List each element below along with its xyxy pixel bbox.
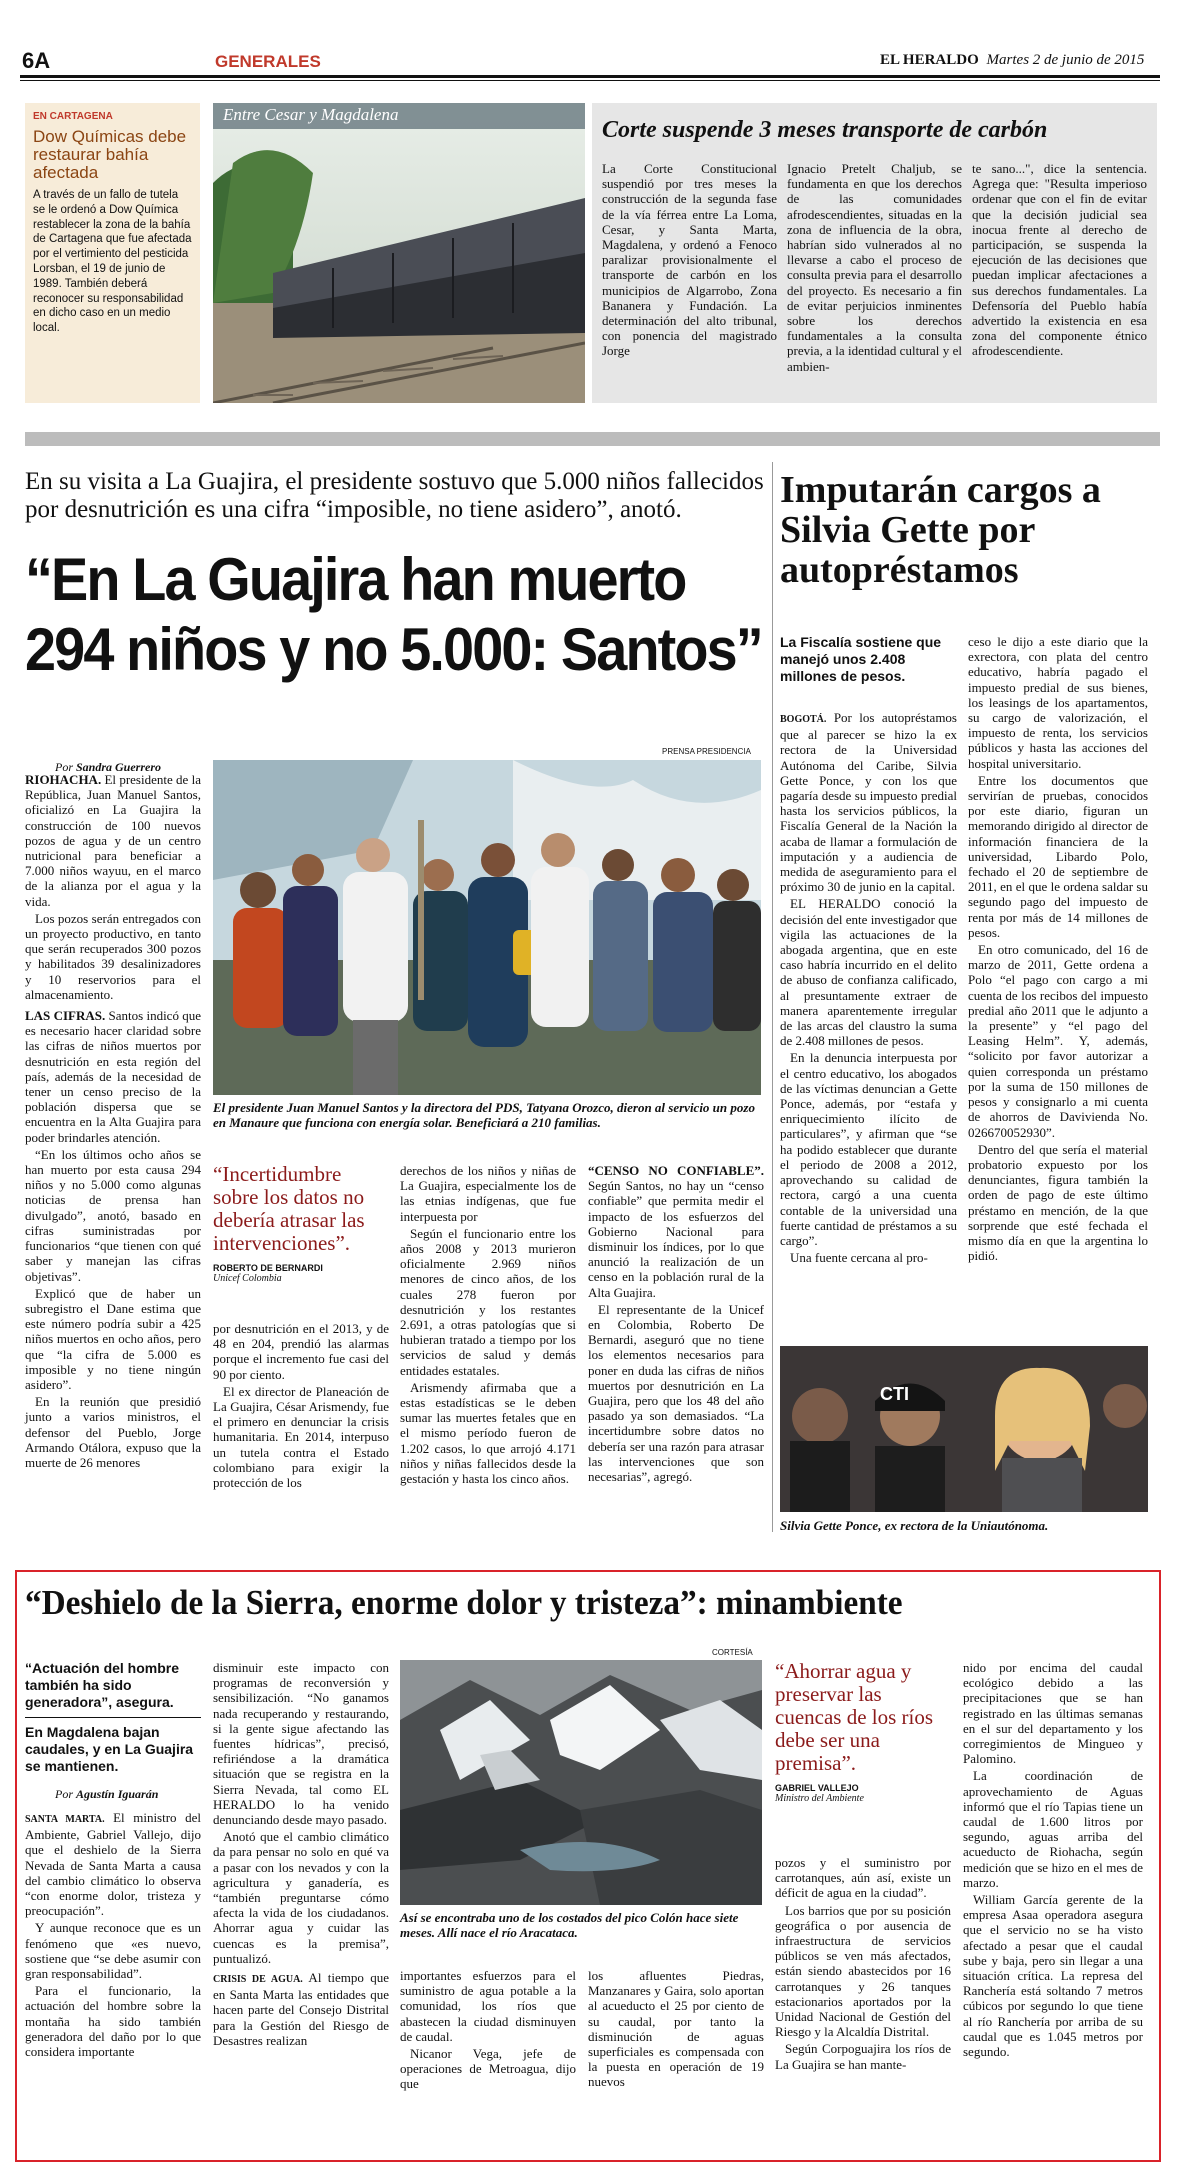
main-byline: Por Sandra Guerrero xyxy=(55,760,162,774)
main-col-2: por desnutrición en el 2013, y de 48 en 204, prendió las alarmas porque el incremento fue casi del 90 por ciento. El ex director de Planeación de La Guajira, César Arismendy, fue el primero en denunciar la crisis humanitaria. En 2014, interpuso un tutela contra el Estado colombiano para exigir la protección de los xyxy=(213,1321,389,1491)
bottom-quote-author: GABRIEL VALLEJO xyxy=(775,1783,859,1793)
bottom-headline: “Deshielo de la Sierra, enorme dolor y tristeza”: minambiente xyxy=(25,1583,903,1622)
bottom-byline-name: Agustín Iguarán xyxy=(76,1787,159,1801)
bottom-photo-credit: CORTESÍA xyxy=(712,1648,753,1657)
main-quote-text: “Incertidumbre sobre los datos no debería atrasar las intervenciones”. xyxy=(213,1162,365,1255)
main-col-4: “CENSO NO CONFIABLE”. Según Santos, no hay un “censo confiable” que permita medir el impacto de los esfuerzos del Gobierno Nacional para disminuir los índices, por lo que anunció la realización de un censo en la población rural de la Alta Guajira. El representante de la Unicef en Colombia, Roberto De Bernardi, aseguró que no tiene los elementos necesarios para poner en duda las cifras de niños muertos por desnutrición en La Guajira, pero que los 48 del año pasado ya son demasiados. “La incertidumbre sobre datos no debería ser una razón para atrasar las intervenciones que son necesarias”, agregó. xyxy=(588,1163,764,1485)
main-photo xyxy=(213,760,761,1095)
divider-bar xyxy=(25,432,1160,446)
brief-body: A través de un fallo de tutela se le ordenó a Dow Química restablecer la zona de la bahía de Cartagena que fue afectada por el vertimiento del pesticida Lorsban, el 19 de junio de 1989. También deberá reconocer su responsabilidad en dicho caso en un medio local. xyxy=(33,189,192,335)
bottom-decks xyxy=(25,1660,201,1802)
main-col-3: derechos de los niños y niñas de La Guajira, especialmente los de las etnias indígenas, que fue interpuesta por Según el funcionario entre los años 2008 y 2013 murieron oficialmente 2.969 niños menores de cinco años, de los cuales 278 fueron por desnutrición y los restantes 2.691, a otras patologías que si hubieran tratado a tiempo por los servicios de salud y demás entidades estatales. Arismendy afirmaba que a estas estadísticas se le deben sumar las muertes fetales que en el mismo período fueron de 1.202 casos, lo que arrojó 4.171 niños y niñas fallecidos desde la gestación y hasta los cinco años. xyxy=(400,1163,576,1487)
main-quote-author: ROBERTO DE BERNARDI xyxy=(213,1263,323,1273)
gette-photo-illustration xyxy=(780,1346,1148,1512)
brief-title: Dow Químicas debe restaurar bahía afectada xyxy=(33,127,187,182)
train-headline: Corte suspende 3 meses transporte de carbón xyxy=(602,117,1048,143)
bottom-byline: Por Agustín Iguarán xyxy=(55,1787,159,1801)
bottom-deck-1: “Actuación del hombre también ha sido generadora”, asegura. xyxy=(25,1660,180,1710)
bottom-col-1: SANTA MARTA. El ministro del Ambiente, Gabriel Vallejo, dijo que el deshielo de la Sierra Nevada de Santa Marta a causa del cambio climático lo observa “con enorme dolor, tristeza y preocupación”. Y aunque reconoce que es un fenómeno que «es nuevo, sostiene que “se debe asumir con gran responsabilidad”. Para el funcionario, la actuación del hombre sobre la montaña ha sido también generadora del daño por lo que considera importante xyxy=(25,1810,201,2060)
bottom-photo xyxy=(400,1660,762,1905)
side-col-2: ceso le dijo a este diario que la exrectora, con plata del centro educativo, habría pagado el impuesto predial de sus bienes, los leasings de los apartamentos, su cargo de valorización, el impuesto de renta, los servicios públicos y hasta las acciones del hospital universitario. Entre los documentos que servirían de pruebas, conocidos por este diario, figuran un memorando dirigido al director de información financiera de la universidad, Libardo Polo, fechado el 20 de septiembre de 2011, en el que le ordena saldar su segundo pago del impuesto de renta por más de 14 millones de pesos. En otro comunicado, del 16 de marzo de 2011, Gette ordena a Polo “el pago con cargo a mi cuenta de los recibos del impuesto predial año 2011 que le adjunto a la presente” y “el pago del Leasing Helm”. Y, además, “solicito por favor autorizar a quien corresponda un préstamo por la suma de 150 millones de pesos y consignarlo a mi cuenta de ahorros de Davivienda No. 026670052930”. Dentro del que sería el material probatorio expuesto por los denunciantes, figura también la orden de pago de este último préstamo en mención, de la que sorprende que esté fechada el mismo día en que la argentina lo pidió. xyxy=(968,634,1148,1264)
ct-badge: CTI xyxy=(880,1384,909,1404)
bottom-deck-rule xyxy=(25,1717,201,1718)
header-right xyxy=(880,52,1144,69)
main-headline-line-1: “En La Guajira han muerto xyxy=(25,546,686,613)
main-photo-credit: PRENSA PRESIDENCIA xyxy=(662,747,751,756)
issue-date: Martes 2 de junio de 2015 xyxy=(986,52,1145,68)
bottom-quote-role: Ministro del Ambiente xyxy=(775,1793,864,1804)
train-photo xyxy=(213,103,585,403)
main-deck: En su visita a La Guajira, el presidente sostuvo que 5.000 niños fallecidos por desnutrición es una cifra “imposible, no tiene asidero”, anotó. xyxy=(25,468,764,523)
santos-photo-illustration xyxy=(213,760,761,1095)
main-byline-name: Sandra Guerrero xyxy=(76,760,162,774)
bottom-col-6: nido por encima del caudal ecológico debido a las precipitaciones que se han registrado en las últimas semanas en el sur del departamento y los corregimientos de Mingueo y Palomino. La coordinación de aprovechamiento de Aguas informó que el río Tapias tiene un caudal de 1.600 litros por segundo, aguas arriba del acueducto de Riohacha, según medición que se hizo en el mes de marzo. William García gerente de la empresa Asaa operadora asegura que el servicio no se ha visto afectado a pesar que el caudal sube y baja, pero sin llegar a una situación crítica. La represa del Ranchería está soltando 7 metros cúbicos por segundo lo que tiene al río Ranchería por arriba de su caudal que es 1.045 metros por segundo. xyxy=(963,1660,1143,2060)
sierra-photo-illustration xyxy=(400,1660,762,1905)
train-article xyxy=(592,103,1157,403)
side-headline: Imputarán cargos a Silvia Gette por autopréstamos xyxy=(780,469,1101,591)
main-headline xyxy=(25,545,762,685)
side-photo-caption: Silvia Gette Ponce, ex rectora de la Uniautónoma. xyxy=(780,1518,1049,1533)
train-col-1: La Corte Constitucional suspendió por tres meses la construcción de la segunda fase de la vía férrea entre La Loma, Cesar, y Santa Marta, Magdalena, y ordenó a Fenoco paralizar provisionalmente el transporte de carbón en los municipios de Algarrobo, Zona Bananera y Fundación. La determinación del alto tribunal, con ponencia del magistrado Jorge xyxy=(602,161,777,359)
header-rule-thin xyxy=(20,80,1160,81)
side-vertical-rule xyxy=(772,462,773,1532)
side-deck: La Fiscalía sostiene que manejó unos 2.408 millones de pesos. xyxy=(780,634,942,684)
main-quote-role: Unicef Colombia xyxy=(213,1273,282,1284)
bottom-quote xyxy=(775,1660,951,1804)
bottom-quote-text: “Ahorrar agua y preservar las cuencas de los ríos debe ser una premisa”. xyxy=(775,1659,934,1775)
brief-kicker: EN CARTAGENA xyxy=(33,111,113,122)
paper-name: EL HERALDO xyxy=(880,52,979,68)
train-illustration xyxy=(213,103,585,403)
bottom-col-5: pozos y el suministro por carrotanques, aún así, existe un déficit de agua en la ciudad”. Los barrios que por su posición geográfica o por ausencia de infraestructura de servicios públicos se ven más afectados, están siendo abastecidos por 16 carrotanques y 26 tanques estacionarios aportados por la Unidad Nacional de Gestión del Riesgo y la Alcaldía Distrital. Según Corpoguajira los ríos de La Guajira se han mante- xyxy=(775,1855,951,2072)
header-rule xyxy=(20,75,1160,78)
page-number: 6A xyxy=(22,48,51,73)
brief-box xyxy=(25,103,200,403)
bottom-col-2: disminuir este impacto con programas de reconversión y sensibilización. “No ganamos nada recuperando y restaurando, si la gente sigue afectando las fuentes hídricas”, precisó, refiriéndose a la dramática situación que se registra en la Sierra Nevada, tal como EL HERALDO lo ha venido denunciando desde mayo pasado. Anotó que el cambio climático da para pensar no solo en qué va a pasar con los nevados y con la agricultura y ganadería, es “también preguntarse cómo afecta la vida de los ciudadanos. Ahorrar agua y cuidar las cuencas es la premisa”, puntualizó. CRISIS DE AGUA. Al tiempo que en Santa Marta las entidades que hacen parte del Consejo Distrital para la Gestión del Riesgo de Desastres realizan xyxy=(213,1660,389,2048)
main-photo-caption: El presidente Juan Manuel Santos y la directora del PDS, Tatyana Orozco, dieron al servicio un pozo en Manaure que funciona con energía solar. Beneficiará a 210 familias. xyxy=(213,1100,755,1130)
bottom-col-4: los afluentes Piedras, Manzanares y Gaira, solo aportan al acueducto el 25 por ciento de su caudal, por tanto la disminución de aguas superficiales es compensada con la puesta en operación de 19 nuevos xyxy=(588,1968,764,2090)
train-col-2: Ignacio Pretelt Chaljub, se fundamenta en que los derechos de las comunidades afrodescendientes, situadas en la zona de influencia de la obra, habrían sido vulnerados al no llevarse a cabo el proceso de consulta previa para el desarrollo del proyecto. Es necesario a fin de evitar perjuicios inminentes sobre los derechos fundamentales a la consulta previa, a la identidad cultural y el ambien- xyxy=(787,161,962,374)
bottom-col-3: importantes esfuerzos para el suministro de agua potable a la comunidad, los ríos que abastecen la ciudad disminuyen de caudal. Nicanor Vega, jefe de operaciones de Metroagua, dijo que xyxy=(400,1968,576,2092)
section-name: GENERALES xyxy=(215,52,321,71)
side-photo xyxy=(780,1346,1148,1512)
main-headline-line-2: 294 niños y no 5.000: Santos” xyxy=(25,616,762,683)
main-quote xyxy=(213,1163,381,1284)
bottom-photo-caption: Así se encontraba uno de los costados del pico Colón hace siete meses. Allí nace el río Aracataca. xyxy=(400,1910,739,1940)
side-col-1: BOGOTÁ. Por los autopréstamos que al parecer se hizo la ex rectora de la Universidad Autónoma del Caribe, Silvia Gette Ponce, y con los que pagaría desde su impuesto predial hasta los servicios públicos, la Fiscalía General de la Nación la acaba de llamar a formulación de imputación y a audiencia de medida de aseguramiento para el próximo 30 de junio en la capital. EL HERALDO conoció la decisión del ente investigador que vigila las actuaciones de la abogada argentina, que en este caso habría incurrido en el delito de abuso de confianza calificado, al presuntamente extraer de manera aparentemente irregular de las arcas del claustro la suma de 2.408 millones de pesos. En la denuncia interpuesta por el centro educativo, los abogados de las víctimas denuncian a Gette Ponce, además, por “estafa y enriquecimiento ilícito de particulares”, y afirman que “se ha podido establecer que durante el periodo de 2008 a 2012, aprovechando su calidad de rectora, cargó a una cuenta contable de la universidad una fuerte cantidad de préstamos a su cargo”. Una fuente cercana al pro- xyxy=(780,710,957,1266)
bottom-deck-2: En Magdalena bajan caudales, y en La Guajira se mantienen. xyxy=(25,1724,194,1774)
train-section-label: Entre Cesar y Magdalena xyxy=(223,105,399,124)
main-col-1: RIOHACHA. El presidente de la República, Juan Manuel Santos, oficializó en La Guajira la construcción de 100 nuevos pozos de agua y de un centro nutricional para beneficiar a 7.000 niños wayuu, en el marco de la alianza por el agua y la vida. Los pozos serán entregados con un proyecto productivo, en tanto que serán recuperados 300 pozos y habilitados 39 desalinizadores y 10 reservorios para el almacenamiento. LAS CIFRAS. Santos indicó que es necesario hacer claridad sobre las cifras de niños muertos por desnutrición en esta región del país, además de la necesidad de tener un censo preciso de la población dispersa que se encuentra en la Alta Guajira para poder brindarles atención. “En los últimos ocho años se han muerto por esta causa 294 niños y no 5.000 como algunas noticias de prensa han divulgado”, anotó, basado en cifras suministradas por funcionarios “que tienen con qué saber y manejan las cifras objetivas”. Explicó que de haber un subregistro el Dane estima que este número podría subir a 425 niños muertos en ocho años, pero que “la cifra de 5.000 es imposible y no tiene ningún asidero”. En la reunión que presidió junto a varios ministros, el defensor del Pueblo, Jorge Armando Otálora, expuso que la muerte de 26 menores xyxy=(25,772,201,1470)
train-col-3: te sano...", dice la sentencia. Agrega que: "Resulta imperioso ordenar que con el fin de evitar que la decisión judicial sea inocua frente al derecho de participación, se suspenda la ejecución de las decisiones que puedan implicar afectaciones a sus derechos fundamentales. La Defensoría del Pueblo había advertido la existencia en esa zona del componente étnico afrodescendiente. xyxy=(972,161,1147,359)
